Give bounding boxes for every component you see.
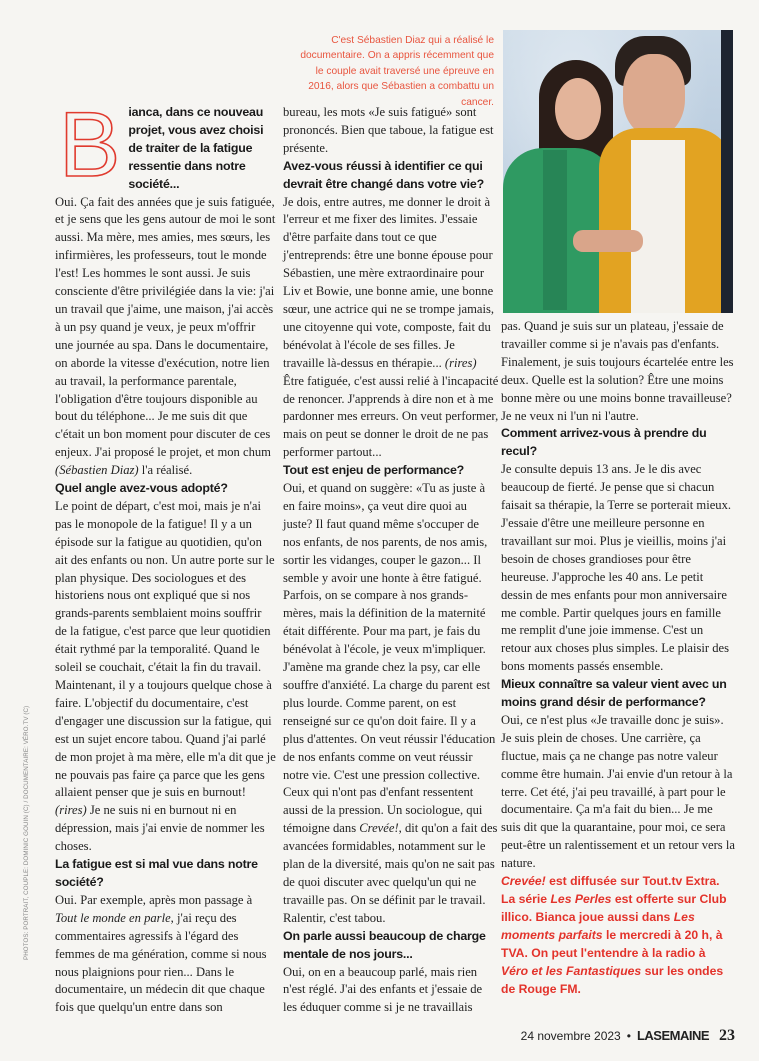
- interview-answer: [55, 892, 276, 1017]
- interview-answer: [283, 104, 499, 158]
- text-segment: le mercredi à 20 h, à TVA. On peut l'entendre à la radio à: [501, 927, 723, 960]
- page-number: 23: [719, 1027, 735, 1044]
- page-footer: [521, 1027, 735, 1045]
- italic-text: Les Perles: [550, 892, 612, 906]
- interview-question: [55, 856, 276, 892]
- text-segment: Être fatiguée, c'est aussi relié à l'incapacité de renoncer. J'apprends à dire non et à me pardonner mes erreurs. On veut performer, mais on peut se donner le droit de ne pas performer partout...: [283, 373, 499, 460]
- italic-text: (rires): [55, 803, 87, 818]
- italic-text: (rires): [444, 355, 477, 370]
- text-segment: Tout est enjeu de performance?: [283, 463, 465, 478]
- text-segment: sur les ondes de Rouge FM.: [501, 963, 724, 996]
- interview-answer: [283, 480, 499, 928]
- text-segment: pas. Quand je suis sur un plateau, j'essaie de travailler comme si je n'avais pas d'enfants. Finalement, je suis toujours écartelée entre les deux. Quelle est la solution? Être une moins bonne mère ou une moins bonne travailleuse? Je ne veux ni l'un ni l'autre.: [501, 319, 734, 423]
- interview-answer: [501, 318, 735, 425]
- text-segment: Oui, on en a beaucoup parlé, mais rien n'est réglé. J'ai des enfants et j'essaie de les éduquer comme si je ne travaillais: [283, 964, 483, 1015]
- interview-answer: [283, 964, 499, 1018]
- italic-text: Véro et les Fantastiques: [501, 963, 642, 978]
- broadcast-note: [501, 873, 735, 998]
- text-segment: ianca, dans ce nouveau projet, vous avez choisi de traiter de la fatigue ressentie dans notre société...: [128, 105, 264, 191]
- text-segment: Oui. Ça fait des années que je suis fatiguée, et je sens que les gens autour de moi le sont aussi. Ma mère, mes amies, mes sœurs, les infirmières, les professeurs, tout le monde l'est! Les hommes le sont aussi. Je suis consciente d'être privilégiée dans la vie: j'ai un travail que j'aime, une maison, j'ai accès à un psy quand je veux, je peux m'offrir une journée au spa. Dans le documentaire, on aborde la vitesse d'exécution, notre lien au travail, la performance parentale, l'obligation d'être toujours disponible au bout du téléphone... Je me suis dit que c'était un bon moment pour discuter de ces enjeux. J'ai proposé le projet, et mon chum: [55, 194, 276, 460]
- text-segment: Comment arrivez-vous à prendre du recul?: [501, 426, 707, 459]
- text-segment: Oui. Par exemple, après mon passage à: [55, 892, 253, 907]
- magazine-brand: LASEMAINE: [636, 1028, 709, 1043]
- interview-question: [283, 462, 499, 480]
- text-segment: est offerte sur Club illico. Bianca joue aussi dans: [501, 892, 727, 924]
- text-segment: Oui, et quand on suggère: «Tu as juste à en faire moins», ça veut dire quoi au juste? Il faut quand même s'occuper de nos enfants, de nos parents, de nos amis, sortir les vidanges, couper le gazon... Il semble y avoir une honte à être fatigué. Parfois, on se compare à nos grands-mères, mais la définition de la maternité était différente. Pour ma part, je fais du bénévolat à l'école, je veux m'impliquer. J'amène ma grande chez la psy, car elle souffre d'anxiété. La charge du parent est plus lourde. Comme parent, on est renseigné sur ce qu'on doit faire. Il y a plus d'attentes. On veut réussir l'éducation de nos enfants comme on veut réussir notre vie. C'est une pression collective. Ceux qui n'ont pas d'enfant ressentent aussi de la pression. Un sociologue, qui témoigne dans: [283, 481, 496, 836]
- text-segment: Je ne suis ni en burnout ni en dépression, mais j'ai envie de nommer les choses.: [55, 803, 265, 854]
- interview-question: [283, 158, 499, 194]
- text-segment: Mieux connaître sa valeur vient avec un moins grand désir de performance?: [501, 677, 727, 710]
- interview-answer: [501, 712, 735, 873]
- article-column-3: [501, 318, 735, 998]
- article-column-2: [283, 104, 499, 1017]
- italic-text: Les moments parfaits: [501, 909, 695, 942]
- interview-question: [501, 425, 735, 461]
- interview-question: [501, 676, 735, 712]
- photo-caption: C'est Sébastien Diaz qui a réalisé le documentaire. On a appris récemment que le couple avait traversé une épreuve en 2016, alors que Sébastien a combattu un cancer.: [300, 35, 494, 108]
- issue-date: 24 novembre 2023: [520, 1029, 621, 1043]
- text-segment: bureau, les mots «Je suis fatigué» sont prononcés. Bien que taboue, la fatigue est présente.: [283, 105, 494, 155]
- couple-photo: [503, 30, 733, 313]
- drop-cap: B: [59, 94, 121, 196]
- interview-answer: [283, 194, 499, 463]
- text-segment: Je dois, entre autres, me donner le droit à l'erreur et me fixer des limites. J'essaie d'être parfaite dans tout ce que j'entreprends: être une bonne épouse pour Sébastien, une mère extraordinaire pour Liv et Bowie, une bonne amie, une bonne sœur, une actrice qui ne se trompe jamais, une citoyenne qui vote, composte, fait du bénévolat à l'école de ses filles. Je travaille là-dessus en thérapie...: [283, 194, 495, 370]
- italic-text: (Sébastien Diaz): [55, 463, 139, 478]
- text-segment: l'a réalisé.: [138, 463, 193, 478]
- text-segment: Avez-vous réussi à identifier ce qui devrait être changé dans votre vie?: [283, 158, 484, 191]
- text-segment: Je consulte depuis 13 ans. Je le dis avec beaucoup de fierté. Je pense que si chacun faisait sa thérapie, la Terre se porterait mieux. J'essaie d'être une meilleure personne en travaillant sur moi. Plus je vieillis, moins j'ai besoin de choses grandioses pour être heureuse. J'approche les 40 ans. Le petit dessin de mes enfants pour mon anniversaire me comble. Partir quelques jours en famille me remplit d'une joie immense. C'est un retour aux choses plus simples. Le plaisir des bons moments passés ensemble.: [501, 462, 732, 674]
- interview-answer: [55, 498, 276, 856]
- italic-text: Tout le monde en parle: [55, 910, 171, 925]
- text-segment: est diffusée sur Tout.tv Extra. La série: [501, 874, 720, 906]
- photo-credit: PHOTOS: PORTRAIT, COUPLE: DOMINIC GOUIN (C) / DOCUMENTAIRE: VÉRO.TV (C): [23, 705, 30, 960]
- text-segment: Oui, ce n'est plus «Je travaille donc je suis». Je suis plein de choses. Une carrière, ça fluctue, mais ça ne change pas notre valeur comme être humain. J'ai envie d'un retour à la terre. Cet été, j'ai peu travaillé, à part pour le documentaire. Ça m'a fait du bien... Je me suis dit que la quarantaine, pour moi, ce sera peut-être un ralentissement et un retour vers la nature.: [501, 712, 735, 871]
- text-segment: Le point de départ, c'est moi, mais je n'ai pas le monopole de la fatigue! Il y a un épisode sur la fatigue au quotidien, qu'on ait des enfants ou non. Un autre porte sur le plan physique. Des sociologues et des historiens nous ont expliqué que si nos grands-parents semblaient moins souffrir de la fatigue, c'est parce que leur quotidien était rythmé par la temporalité. Quand le soleil se couchait, c'était la fin du travail. Maintenant, il y a toujours quelque chose à faire. L'objectif du documentaire, c'est d'engager une discussion sur la fatigue, qui est un sujet encore tabou. Quand j'ai parlé de mon projet à ma mère, elle m'a dit que je ne pouvais pas faire ça parce que les gens allaient penser que je suis en burnout!: [55, 498, 276, 800]
- text-segment: , j'ai reçu des commentaires agressifs à l'égard des femmes de ma génération, comme si nous nous plaignions pour rien... Dans le documentaire, un médecin dit que chaque fois que quelqu'un entre dans son: [55, 910, 267, 1015]
- footer-separator: •: [626, 1029, 631, 1043]
- text-segment: , dit qu'on a fait des avancées formidables, notamment sur le plan de la diversité, mais qu'on ne sait pas de quoi discuter avec quelqu'un qui ne travaille pas. On se définit par le travail. Ralentir, c'est tabou.: [283, 821, 498, 925]
- article-column-1: [55, 94, 276, 1017]
- interview-answer: [55, 194, 276, 481]
- italic-text: Crevée!: [501, 874, 546, 889]
- italic-text: Crevée!: [359, 821, 399, 836]
- interview-question: [283, 928, 499, 964]
- interview-question: [55, 480, 276, 498]
- text-segment: On parle aussi beaucoup de charge mentale de nos jours...: [283, 928, 486, 961]
- text-segment: Quel angle avez-vous adopté?: [55, 481, 228, 496]
- interview-answer: [501, 461, 735, 676]
- text-segment: La fatigue est si mal vue dans notre société?: [55, 857, 258, 889]
